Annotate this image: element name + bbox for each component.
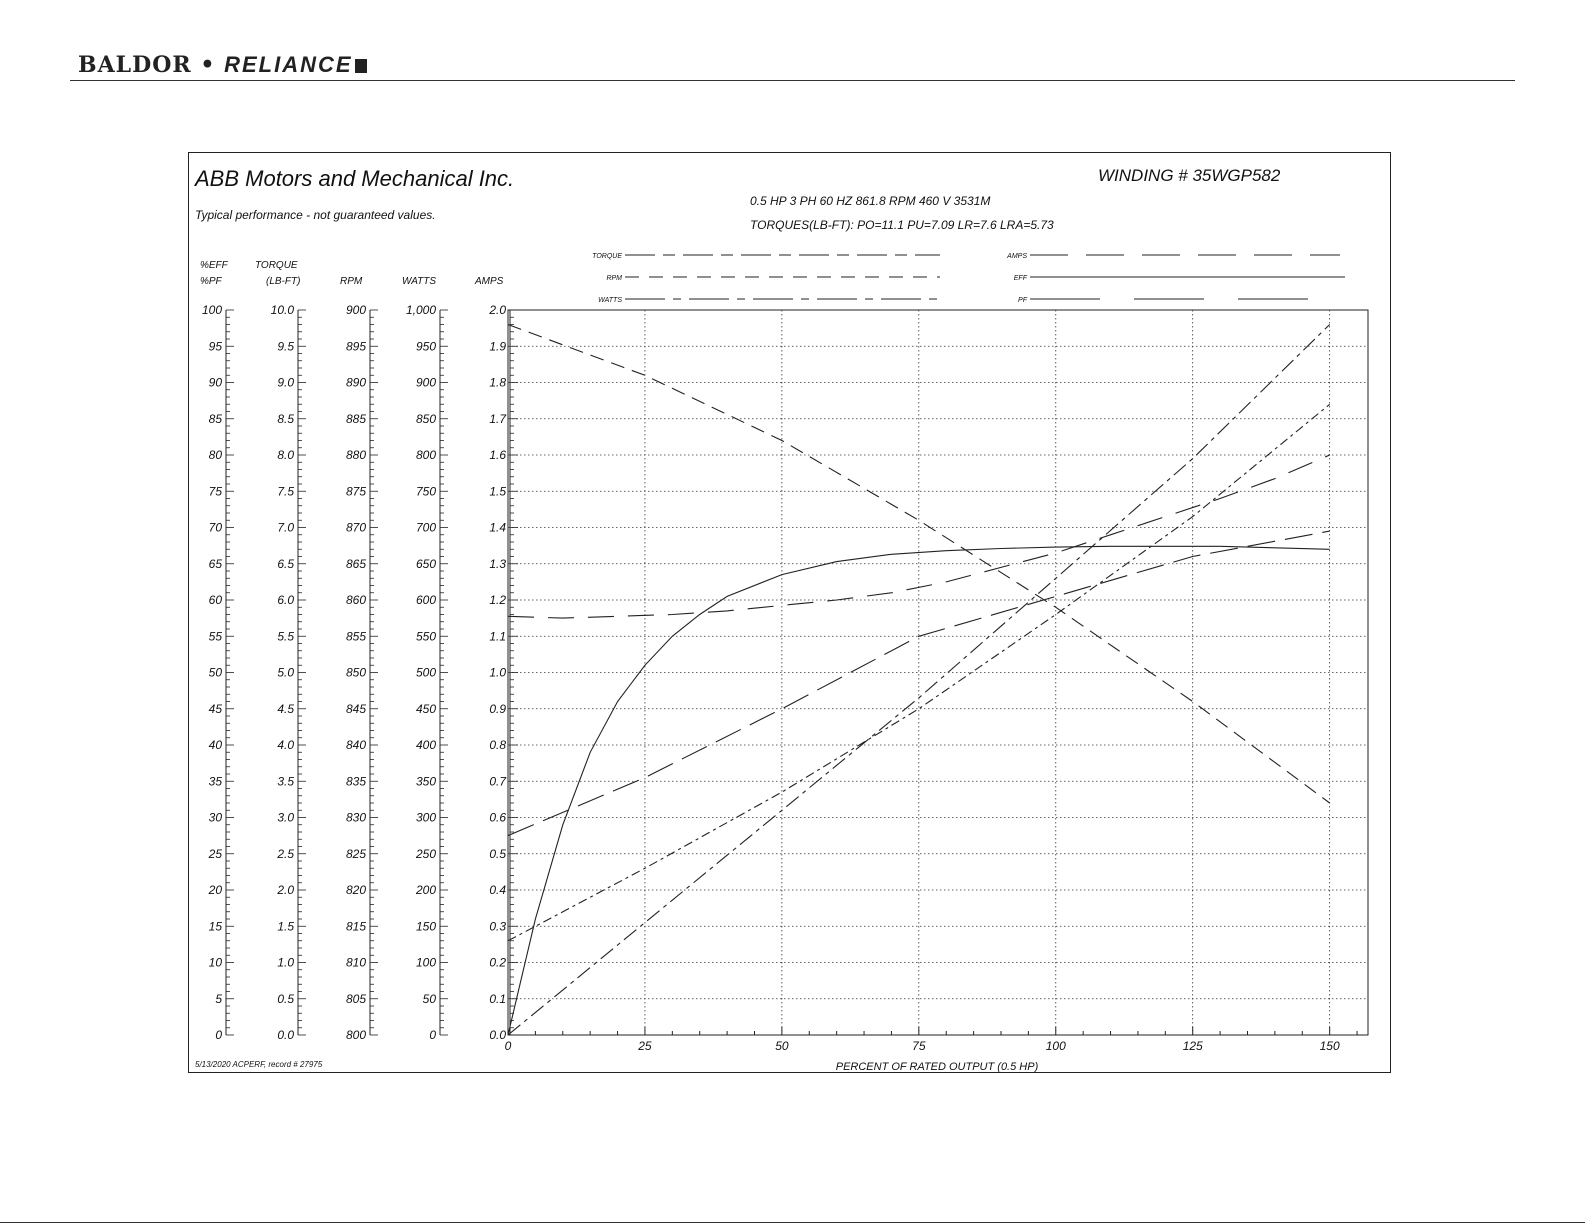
series-watts-line (508, 404, 1330, 941)
y-tick-label: 900 (415, 375, 436, 390)
legend-label: EFF (1013, 275, 1027, 282)
y-tick-label: 810 (345, 955, 366, 970)
y-tick-label: 0.3 (489, 919, 506, 934)
y-tick-label: 1.0 (277, 955, 294, 970)
y-tick-label: 70 (208, 520, 222, 535)
y-tick-label: 75 (208, 484, 222, 499)
y-tick-label: 860 (345, 593, 366, 607)
y-tick-label: 6.5 (277, 556, 294, 571)
y-tick-label: 20 (208, 883, 222, 897)
y-tick-label: 865 (345, 556, 366, 571)
legend-item-watts (598, 297, 940, 304)
y-tick-label: 9.5 (277, 339, 294, 354)
y-tick-label: 850 (415, 411, 436, 426)
y-tick-label: 10 (208, 955, 222, 970)
y-tick-label: 100 (415, 955, 436, 970)
y-axis-title: TORQUE (255, 260, 298, 271)
y-tick-label: 600 (415, 593, 436, 607)
y-tick-label: 0.2 (489, 955, 506, 970)
y-tick-label: 150 (415, 919, 436, 934)
legend-label: PF (1018, 297, 1027, 304)
y-tick-label: 2.0 (489, 303, 506, 317)
y-tick-label: 50 (422, 991, 436, 1006)
y-axis-subtitle: RPM (340, 276, 363, 287)
y-tick-label: 900 (345, 303, 366, 317)
x-tick-label: 100 (1045, 1039, 1066, 1053)
y-tick-label: 0.8 (489, 738, 506, 752)
y-tick-label: 60 (208, 593, 222, 607)
x-tick-label: 150 (1319, 1039, 1340, 1053)
y-tick-label: 805 (345, 991, 366, 1006)
y-tick-label: 450 (415, 701, 436, 716)
y-tick-label: 55 (208, 629, 222, 644)
y-tick-label: 4.0 (277, 738, 294, 752)
y-tick-label: 90 (208, 375, 222, 390)
y-axis-subtitle: WATTS (402, 276, 437, 287)
y-tick-label: 1.1 (489, 629, 506, 644)
y-tick-label: 0.5 (277, 991, 294, 1006)
y-tick-label: 1.6 (489, 448, 506, 462)
y-tick-label: 875 (345, 484, 366, 499)
y-tick-label: 815 (345, 919, 366, 934)
y-tick-label: 1.5 (489, 484, 506, 499)
y-tick-label: 700 (415, 520, 436, 535)
x-axis-label: PERCENT OF RATED OUTPUT (0.5 HP) (835, 1061, 1039, 1073)
y-tick-label: 840 (345, 738, 366, 752)
legend-label: RPM (606, 275, 622, 282)
y-tick-label: 1.8 (489, 375, 506, 390)
y-tick-label: 830 (345, 810, 366, 825)
y-tick-label: 400 (415, 738, 436, 752)
brand-baldor: BALDOR (78, 52, 192, 78)
record-footer: 5/13/2020 ACPERF, record # 27975 (195, 1060, 323, 1069)
y-tick-label: 800 (345, 1028, 366, 1042)
y-tick-label: 850 (345, 665, 366, 680)
legend-label: TORQUE (592, 253, 622, 260)
y-tick-label: 895 (345, 339, 366, 354)
y-tick-label: 8.0 (277, 448, 294, 462)
legend-item-amps (1006, 253, 1340, 260)
legend-item-pf (1018, 297, 1325, 304)
y-tick-label: 0.5 (489, 846, 506, 861)
y-tick-label: 1.3 (489, 556, 506, 571)
y-tick-label: 40 (208, 738, 222, 752)
legend-item-rpm (606, 275, 940, 282)
y-tick-label: 1,000 (405, 303, 436, 317)
y-tick-label: 0.9 (489, 701, 506, 716)
y-tick-label: 800 (415, 448, 436, 462)
y-tick-label: 200 (415, 883, 436, 897)
y-axis-subtitle: AMPS (475, 276, 504, 287)
x-tick-label: 75 (912, 1039, 926, 1053)
y-tick-label: 100 (201, 303, 222, 317)
y-tick-label: 4.5 (277, 701, 294, 716)
y-tick-label: 300 (415, 810, 436, 825)
y-tick-label: 1.9 (489, 339, 506, 354)
y-tick-label: 6.0 (277, 593, 294, 607)
y-tick-label: 1.4 (489, 520, 506, 535)
legend-label: WATTS (598, 297, 622, 304)
y-axis-1 (200, 260, 234, 1042)
y-tick-label: 350 (415, 774, 436, 789)
grid (508, 310, 1368, 1035)
y-tick-label: 870 (345, 520, 366, 535)
x-tick-label: 0 (504, 1039, 512, 1053)
y-tick-label: 500 (415, 665, 436, 680)
y-tick-label: 7.5 (277, 484, 294, 499)
y-tick-label: 5.0 (277, 665, 294, 680)
y-tick-label: 95 (208, 339, 222, 354)
y-tick-label: 80 (208, 448, 222, 462)
y-tick-label: 1.7 (489, 411, 506, 426)
company-name: ABB Motors and Mechanical Inc. (195, 166, 515, 191)
y-tick-label: 855 (345, 629, 366, 644)
y-tick-label: 0.4 (489, 883, 506, 897)
y-tick-label: 3.0 (277, 810, 294, 825)
y-axis-subtitle: %PF (200, 276, 222, 287)
y-tick-label: 0.7 (489, 774, 506, 789)
spec-line-1: 0.5 HP 3 PH 60 HZ 861.8 RPM 460 V 3531M (750, 194, 991, 208)
y-tick-label: 5.5 (277, 629, 294, 644)
x-axis (505, 1027, 1357, 1053)
y-axis-3 (340, 276, 378, 1042)
y-tick-label: 1.5 (277, 919, 294, 934)
x-tick-label: 50 (775, 1039, 789, 1053)
y-axis-subtitle: (LB-FT) (266, 276, 301, 287)
y-axis-5 (474, 276, 518, 1042)
y-tick-label: 7.0 (277, 520, 294, 535)
y-tick-label: 880 (345, 448, 366, 462)
y-axis-2 (255, 260, 306, 1042)
y-tick-label: 65 (208, 556, 222, 571)
legend-item-eff (1014, 275, 1345, 282)
y-tick-label: 0.0 (277, 1028, 294, 1042)
y-tick-label: 825 (345, 846, 366, 861)
y-tick-label: 45 (208, 701, 222, 716)
y-tick-label: 650 (415, 556, 436, 571)
winding-number: WINDING # 35WGP582 (1098, 166, 1281, 185)
x-tick-label: 25 (638, 1039, 652, 1053)
y-axes (200, 260, 518, 1042)
y-tick-label: 0 (429, 1028, 436, 1042)
y-tick-label: 750 (415, 484, 436, 499)
y-tick-label: 550 (415, 629, 436, 644)
y-tick-label: 845 (345, 701, 366, 716)
y-tick-label: 0.0 (489, 1028, 506, 1042)
y-axis-4 (402, 276, 448, 1042)
y-tick-label: 5 (215, 991, 222, 1006)
brand-separator: • (200, 52, 216, 78)
brand-reliance: RELIANCE (224, 52, 353, 77)
y-tick-label: 250 (415, 846, 436, 861)
legend-label: AMPS (1007, 253, 1027, 260)
y-tick-label: 30 (208, 810, 222, 825)
y-axis-title: %EFF (200, 260, 228, 271)
spec-line-2: TORQUES(LB-FT): PO=11.1 PU=7.09 LR=7.6 LRA=5.73 (750, 218, 1054, 232)
legend (592, 253, 1345, 304)
y-tick-label: 15 (208, 919, 222, 934)
y-tick-label: 9.0 (277, 375, 294, 390)
y-tick-label: 50 (208, 665, 222, 680)
y-tick-label: 820 (345, 883, 366, 897)
disclaimer: Typical performance - not guaranteed values. (195, 208, 436, 222)
y-tick-label: 0.6 (489, 810, 506, 825)
y-tick-label: 2.5 (277, 846, 294, 861)
y-tick-label: 0 (215, 1028, 222, 1042)
x-tick-label: 125 (1182, 1039, 1203, 1053)
y-tick-label: 0.1 (489, 991, 506, 1006)
y-tick-label: 950 (415, 339, 436, 354)
y-tick-label: 1.0 (489, 665, 506, 680)
y-tick-label: 25 (208, 846, 222, 861)
y-tick-label: 1.2 (489, 593, 506, 607)
y-tick-label: 2.0 (277, 883, 294, 897)
y-tick-label: 885 (345, 411, 366, 426)
y-tick-label: 35 (208, 774, 222, 789)
y-tick-label: 8.5 (277, 411, 294, 426)
y-tick-label: 890 (345, 375, 366, 390)
y-tick-label: 85 (208, 411, 222, 426)
y-tick-label: 835 (345, 774, 366, 789)
y-tick-label: 10.0 (270, 303, 294, 317)
y-tick-label: 3.5 (277, 774, 294, 789)
legend-item-torque (592, 253, 940, 260)
